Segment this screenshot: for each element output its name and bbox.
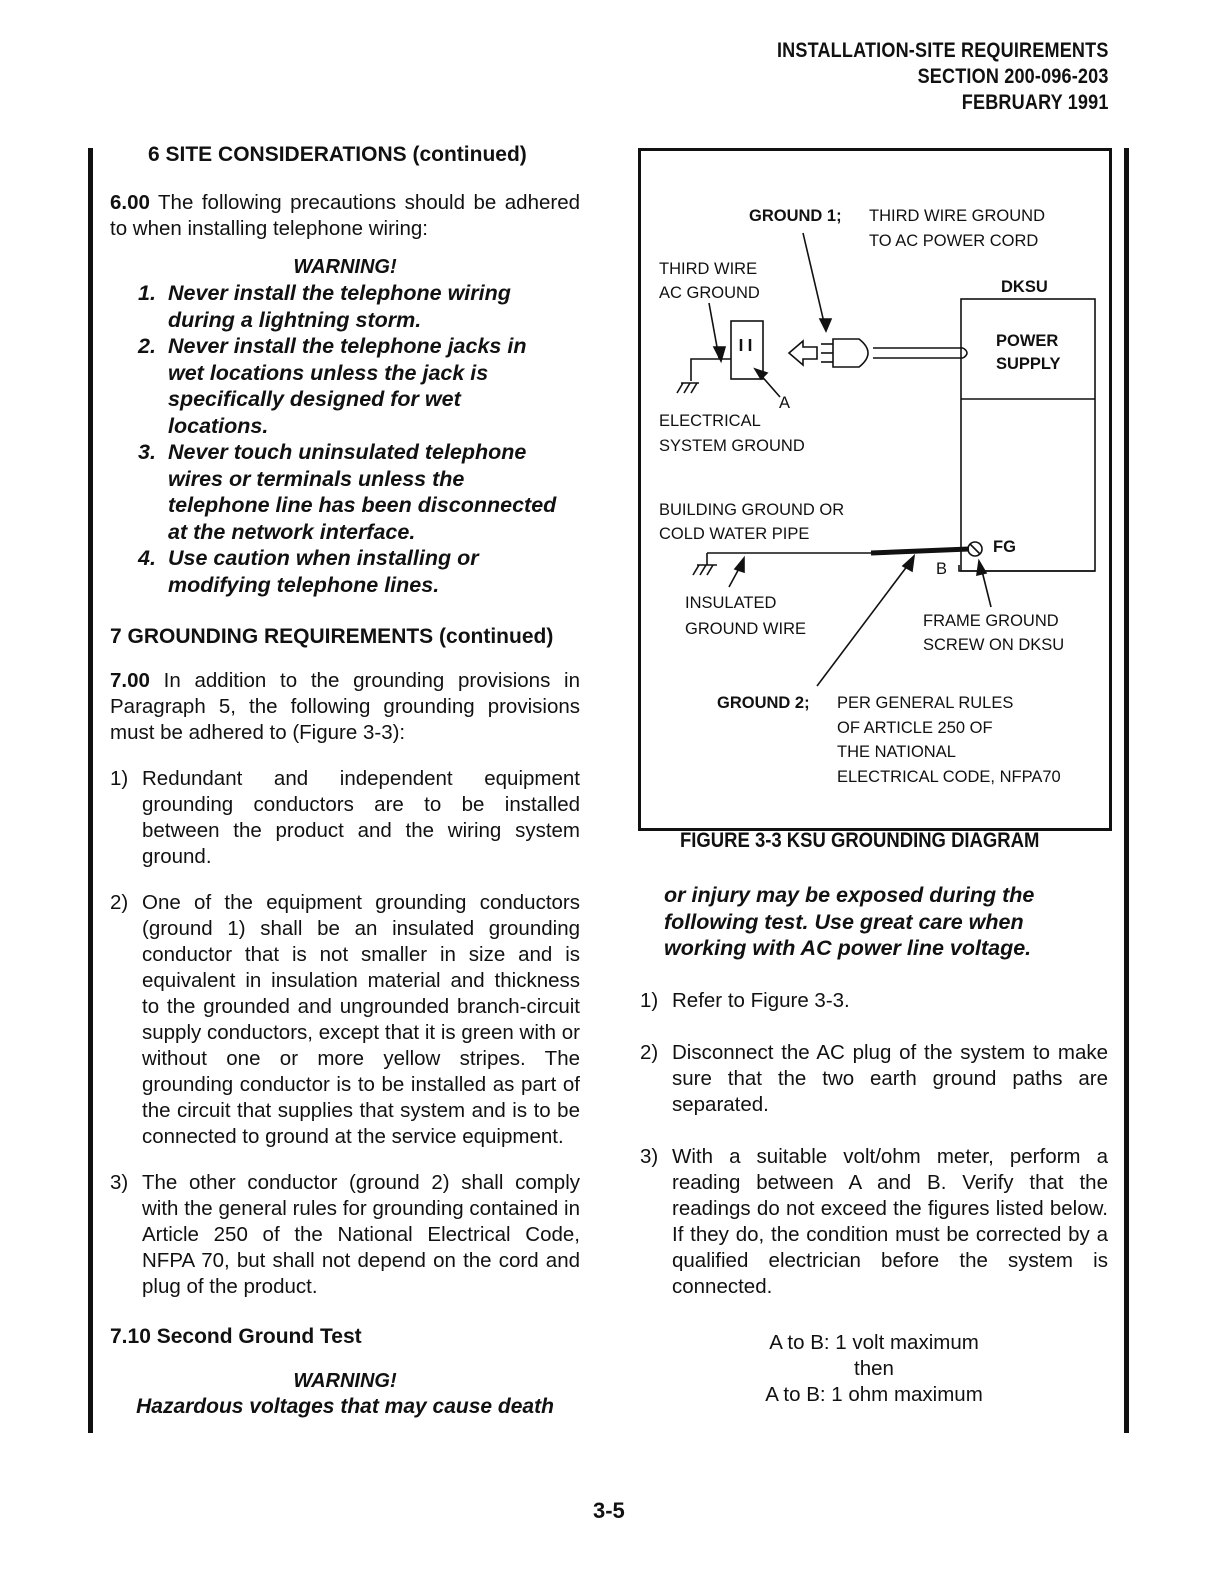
warning-title: WARNING! — [293, 256, 397, 278]
paragraph-6-00 — [110, 190, 580, 242]
frame-ground-label-2: SCREW ON DKSU — [923, 636, 1065, 654]
list-item — [640, 988, 1108, 1014]
right-change-bar — [1124, 148, 1129, 1433]
item-text: Never install the telephone jacks in wet locations unless the jack is specifically designed for wet locations. — [168, 334, 527, 438]
item-number: 3) — [110, 1171, 129, 1194]
ground2-label: GROUND 2; — [717, 694, 810, 712]
item-text: With a suitable volt/ohm meter, perform a reading between A and B. Verify that the readings do not exceed the figures listed below. If they do, the condition must be corrected by a qualified electrician before the system is connected. — [672, 1144, 1108, 1298]
item-text: One of the equipment grounding conductors (ground 1) shall be an insulated grounding conductor that is not smaller in size and is equivalent in insulation material and thickness to the grounded and ungrounded branch-circuit supply conductors, except that it is green with or without one or more yellow stripes. The grounding conductor is to be installed as part of the circuit that supplies that system and is to be connected to ground at the service equipment. — [142, 891, 580, 1148]
insulated-label-1: INSULATED — [685, 594, 777, 612]
paragraph-text: In addition to the grounding provisions in Paragraph 5, the following grounding provisions must be adhered to (Figure 3-3): — [110, 669, 581, 744]
third-wire-label-2: AC GROUND — [659, 284, 760, 302]
paragraph-number: 7.00 — [110, 669, 150, 692]
ground1-label: GROUND 1; — [749, 207, 842, 225]
warning-item — [138, 439, 560, 545]
ground1-desc-1: THIRD WIRE GROUND — [869, 207, 1045, 225]
running-header — [777, 38, 1109, 116]
item-number: 2. — [138, 334, 156, 358]
section-6-title: 6 SITE CONSIDERATIONS (continued) — [148, 143, 527, 166]
warning-item — [138, 545, 560, 598]
item-number: 3. — [138, 440, 156, 464]
warning-item — [138, 280, 560, 333]
fg-label: FG — [993, 538, 1016, 556]
building-ground-label-1: BUILDING GROUND OR — [659, 501, 845, 519]
item-text: Use caution when installing or modifying telephone lines. — [168, 546, 479, 597]
item-text: Never touch uninsulated telephone wires or terminals unless the telephone line has been disconnected at the network interface. — [168, 440, 557, 544]
paragraph-number: 6.00 — [110, 191, 150, 214]
item-number: 2) — [640, 1040, 659, 1064]
figure-caption: FIGURE 3-3 KSU GROUNDING DIAGRAM — [680, 829, 1040, 852]
figure-3-3-box — [638, 148, 1112, 831]
left-change-bar — [88, 148, 93, 1433]
page-number: 3-5 — [593, 1498, 625, 1523]
section-7-title: 7 GROUNDING REQUIREMENTS (continued) — [110, 625, 554, 648]
header-date: FEBRUARY 1991 — [962, 91, 1109, 114]
frame-ground-label-1: FRAME GROUND — [923, 612, 1059, 630]
warning-title-2: WARNING! — [293, 1370, 397, 1392]
insulated-label-2: GROUND WIRE — [685, 620, 806, 638]
limit-volt: A to B: 1 volt maximum — [769, 1330, 979, 1354]
item-text: Never install the telephone wiring during a lightning storm. — [168, 281, 511, 332]
left-column — [110, 142, 580, 1420]
ground2-desc-3: THE NATIONAL — [837, 743, 956, 761]
limit-ohm: A to B: 1 ohm maximum — [765, 1382, 983, 1406]
limit-then: then — [854, 1356, 894, 1380]
warning-continued: or injury may be exposed during the following test. Use great care when working with AC power line voltage. — [664, 883, 1035, 960]
ground2-desc-1: PER GENERAL RULES — [837, 694, 1014, 712]
list-item — [110, 1170, 580, 1300]
limits-block — [640, 1330, 1108, 1408]
plug-arrow-icon — [789, 341, 817, 365]
ground2-desc-2: OF ARTICLE 250 OF — [837, 719, 993, 737]
plug-icon — [833, 339, 868, 367]
ground1-desc-2: TO AC POWER CORD — [869, 232, 1039, 250]
list-item — [640, 1144, 1108, 1300]
section-7-10-title: 7.10 Second Ground Test — [110, 1325, 362, 1348]
electrical-label-2: SYSTEM GROUND — [659, 437, 805, 455]
building-ground-label-2: COLD WATER PIPE — [659, 525, 810, 543]
item-number: 3) — [640, 1144, 659, 1168]
paragraph-text: The following precautions should be adhered to when installing telephone wiring: — [110, 191, 581, 240]
third-wire-label-1: THIRD WIRE — [659, 260, 758, 278]
ground1-leader — [803, 233, 826, 331]
point-b-label: B — [936, 560, 948, 578]
item-text: Disconnect the AC plug of the system to make sure that the two earth ground paths are separated. — [672, 1040, 1108, 1116]
list-item — [640, 1040, 1108, 1118]
item-text: The other conductor (ground 2) shall comply with the general rules for grounding contained in Article 250 of the National Electrical Code, NFPA 70, but shall not depend on the cord and plug of the product. — [142, 1171, 580, 1298]
item-number: 1) — [640, 988, 659, 1012]
ground2-leader — [817, 561, 911, 686]
header-section: SECTION 200-096-203 — [918, 65, 1109, 88]
right-column — [640, 882, 1108, 1408]
point-a-label: A — [779, 394, 791, 412]
item-number: 4. — [138, 546, 156, 570]
warning-list — [138, 280, 560, 598]
item-text: Redundant and independent equipment grounding conductors are to be installed between the product and the wiring system ground. — [142, 767, 580, 868]
power-label-1: POWER — [996, 332, 1059, 350]
warning-item — [138, 333, 560, 439]
list-item — [110, 890, 580, 1150]
item-number: 2) — [110, 891, 129, 914]
item-number: 1. — [138, 281, 156, 305]
ground2-desc-4: ELECTRICAL CODE, NFPA70 — [837, 768, 1061, 786]
paragraph-7-00 — [110, 668, 580, 746]
list-item — [110, 766, 580, 870]
item-text: Refer to Figure 3-3. — [672, 988, 850, 1012]
header-title: INSTALLATION-SITE REQUIREMENTS — [777, 39, 1109, 62]
item-number: 1) — [110, 767, 129, 790]
dksu-label: DKSU — [1001, 278, 1048, 296]
electrical-label-1: ELECTRICAL — [659, 412, 761, 430]
warning-text-2: Hazardous voltages that may cause death — [136, 1395, 554, 1418]
power-label-2: SUPPLY — [996, 355, 1061, 373]
